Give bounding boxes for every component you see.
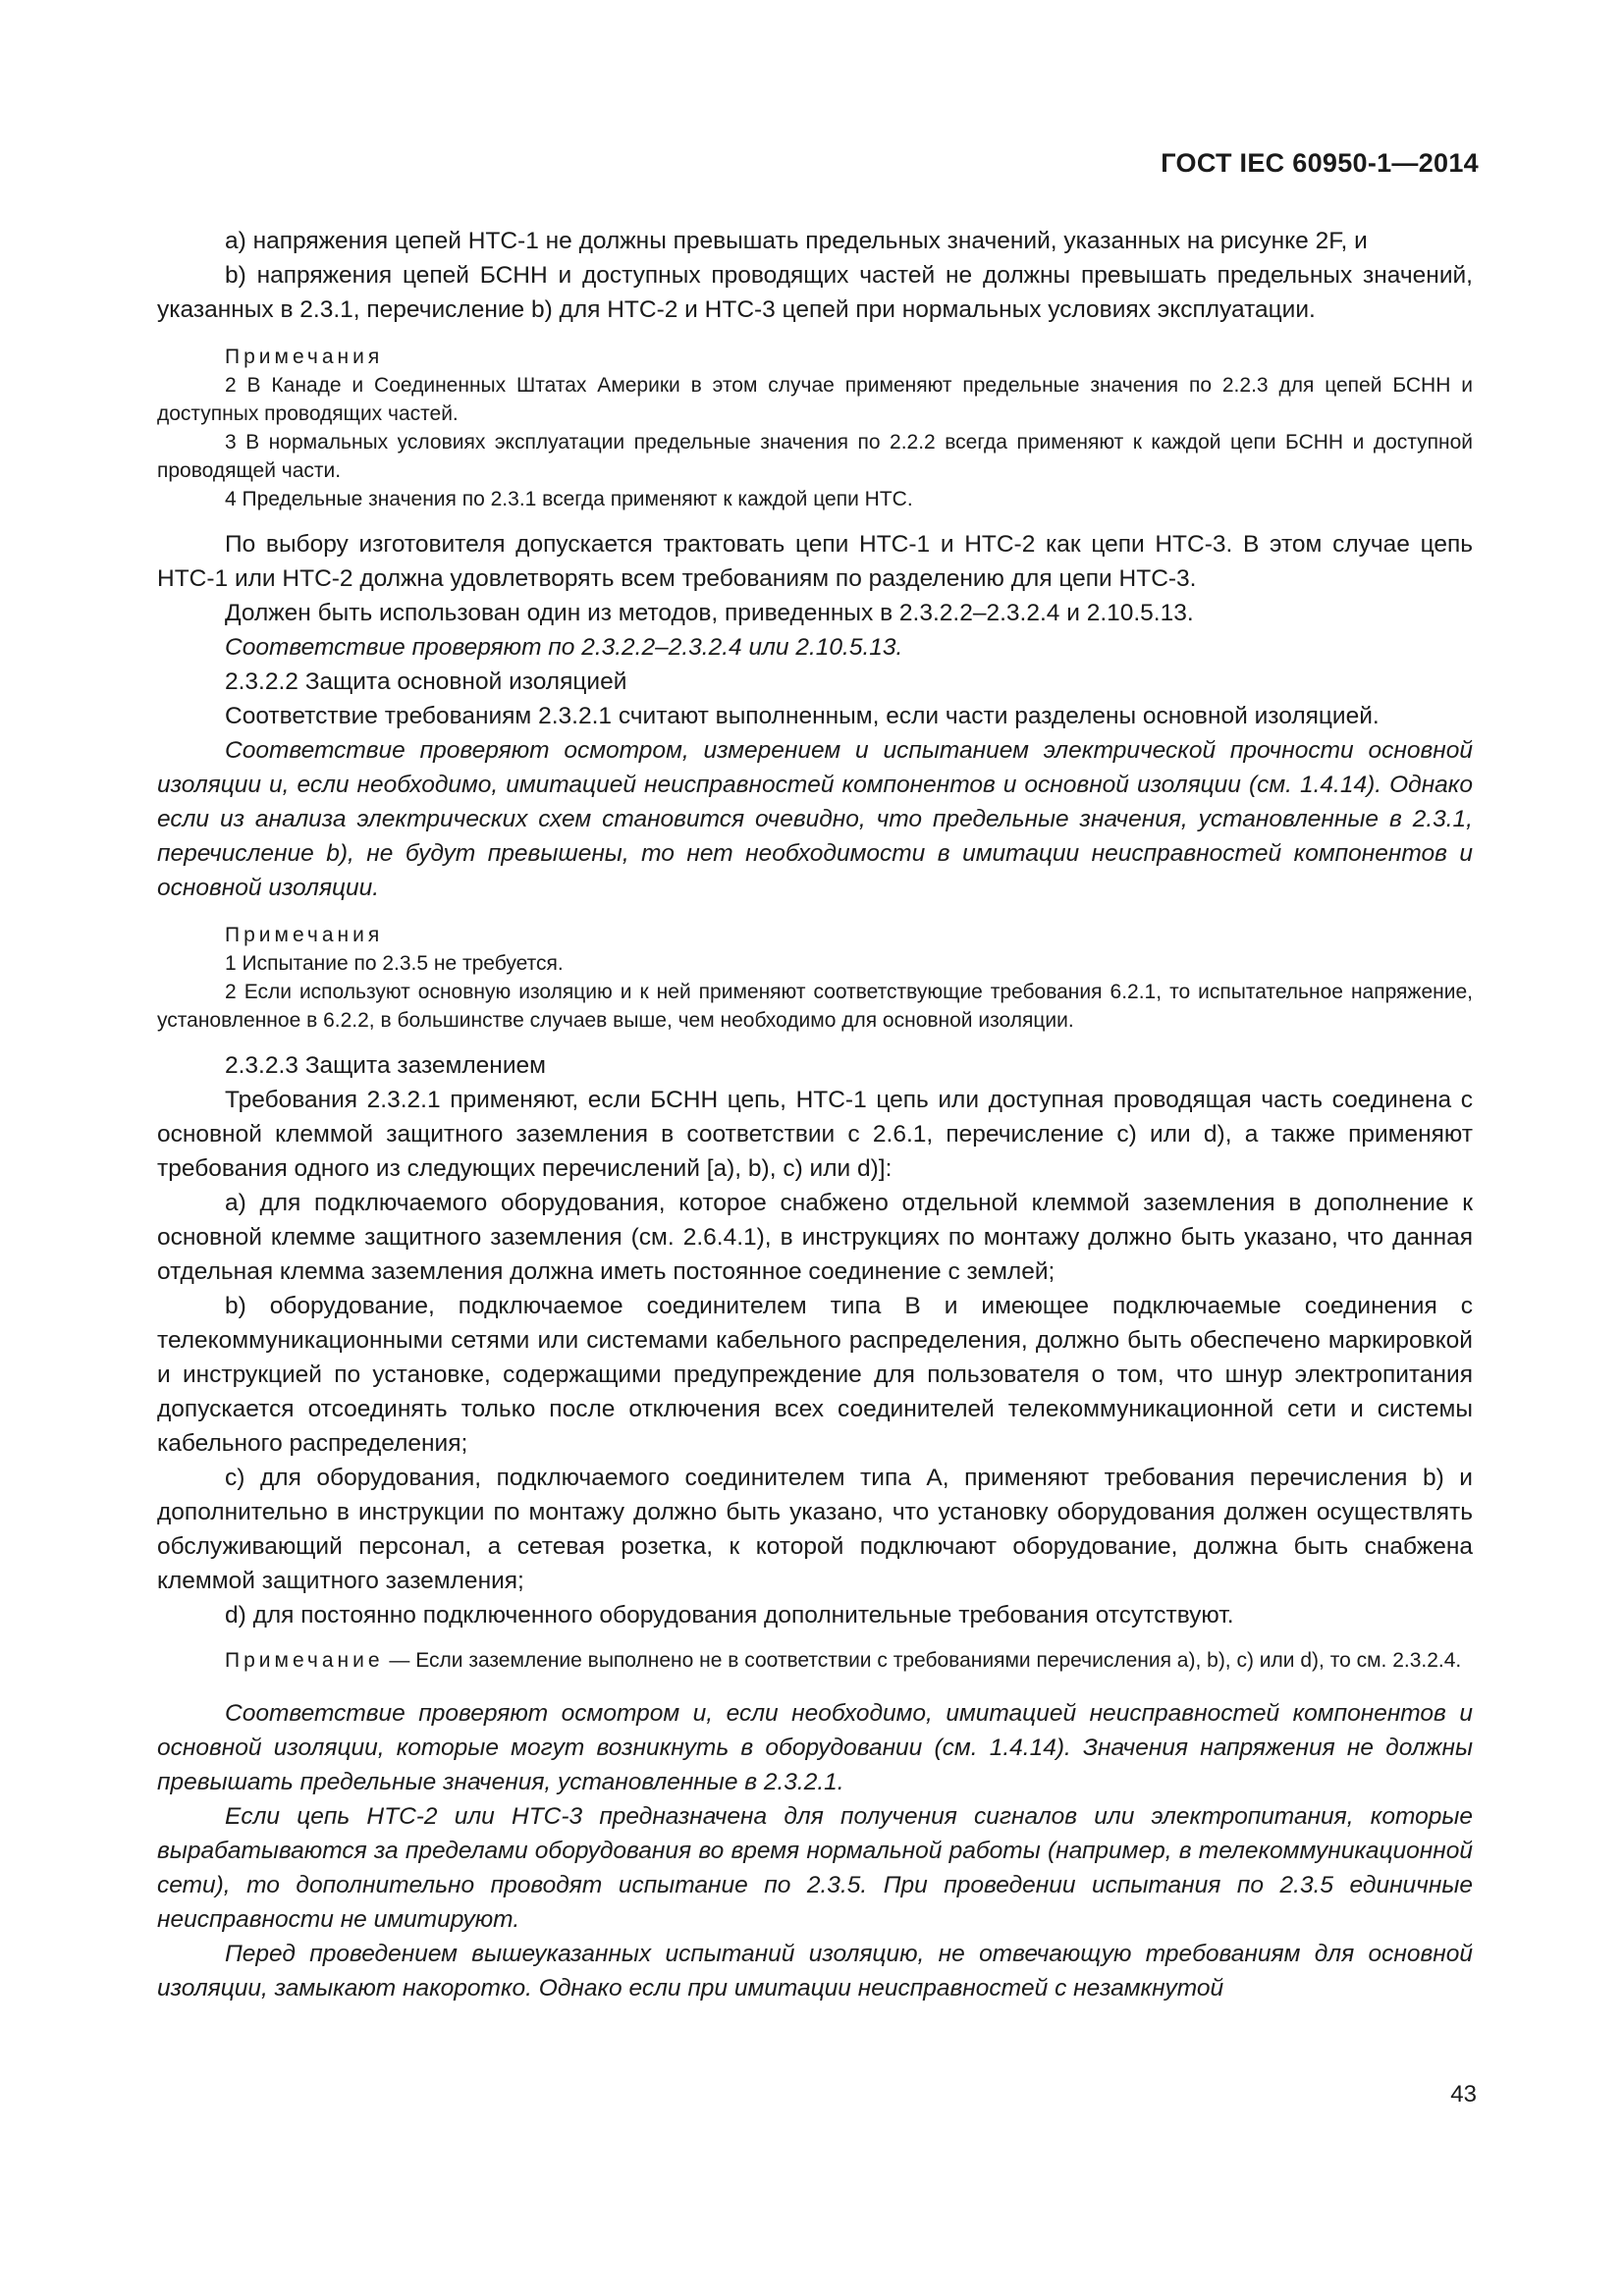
note [157,1646,1473,1675]
paragraph: Должен быть использован один из методов, приведенных в 2.3.2.2–2.3.2.4 и 2.10.5.13. [225,600,1194,626]
paragraph: Соответствие требованиям 2.3.2.1 считают выполненным, если части разделены основной изоляцией. [225,703,1380,729]
list-item-c: с) для оборудования, подключаемого соединителем типа А, применяют требования перечисления b) и дополнительно в инструкции по монтажу должно быть указано, что установку оборудования должен осуществлять обслуживающий персонал, а сетевая розетка, к которой подключают оборудование, должна быть снабжена клеммой защитного заземления; [157,1465,1473,1594]
compliance-paragraph: Соответствие проверяют по 2.3.2.2–2.3.2.4 или 2.10.5.13. [225,634,903,661]
standard-header: ГОСТ IEC 60950-1—2014 [1161,148,1479,178]
notes-heading: Примечания [225,924,384,946]
list-item-a: а) для подключаемого оборудования, которое снабжено отдельной клеммой заземления в дополнение к основной клемме защитного заземления (см. 2.6.4.1), в инструкциях по монтажу должно быть указано, что данная отдельная клемма заземления должна иметь постоянное соединение с землей; [157,1190,1473,1285]
note: 4 Предельные значения по 2.3.1 всегда применяют к каждой цепи НТС. [225,488,913,510]
paragraph: а) напряжения цепей НТС-1 не должны превышать предельных значений, указанных на рисунке 2F, и [225,228,1368,254]
note-label: Примечание [225,1649,384,1672]
section-heading-2322: 2.3.2.2 Защита основной изоляцией [225,668,627,695]
note-text: — Если заземление выполнено не в соответствии с требованиями перечисления a), b), c) или d), то см. 2.3.2.4. [383,1649,1462,1672]
list-item-d: d) для постоянно подключенного оборудования дополнительные требования отсутствуют. [225,1602,1234,1629]
list-item-b: b) оборудование, подключаемое соединителем типа В и имеющее подключаемые соединения с телекоммуникационными сетями или системами кабельного распределения, должно быть обеспечено маркировкой и инструкцией по установке, содержащими предупреждение для пользователя о том, что шнур электропитания допускается отсоединять только после отключения всех соединителей телекоммуникационной сети и системы кабельного распределения; [157,1293,1473,1457]
paragraph: Требования 2.3.2.1 применяют, если БСНН цепь, НТС-1 цепь или доступная проводящая часть соединена с основной клеммой защитного заземления в соответствии с 2.6.1, перечисление с) или d), а также применяют требования одного из следующих перечислений [a), b), c) или d)]: [157,1087,1473,1182]
compliance-paragraph: Соответствие проверяют осмотром, измерением и испытанием электрической прочности основной изоляции и, если необходимо, имитацией неисправностей компонентов и основной изоляции (см. 1.4.14). Однако если из анализа электрических схем становится очевидно, что предельные значения, установленные в 2.3.1, перечисление b), не будут превышены, то нет необходимости в имитации неисправностей компонентов и основной изоляции. [157,737,1473,901]
note: 2 В Канаде и Соединенных Штатах Америки в этом случае применяют предельные значения по 2.2.3 для цепей БСНН и доступных проводящих частей. [157,374,1473,425]
paragraph: b) напряжения цепей БСНН и доступных проводящих частей не должны превышать предельных значений, указанных в 2.3.1, перечисление b) для НТС-2 и НТС-3 цепей при нормальных условиях эксплуатации. [157,262,1473,323]
note: 3 В нормальных условиях эксплуатации предельные значения по 2.2.2 всегда применяют к каждой цепи БСНН и доступной проводящей части. [157,431,1473,482]
section-heading-2323: 2.3.2.3 Защита заземлением [225,1052,546,1079]
page-number: 43 [1450,2081,1477,2108]
notes-heading: Примечания [225,346,384,368]
paragraph: По выбору изготовителя допускается трактовать цепи НТС-1 и НТС-2 как цепи НТС-3. В этом случае цепь НТС-1 или НТС-2 должна удовлетворять всем требованиям по разделению для цепи НТС-3. [157,531,1473,592]
compliance-paragraph: Если цепь НТС-2 или НТС-3 предназначена для получения сигналов или электропитания, которые вырабатываются за пределами оборудования во время нормальной работы (например, в телекоммуникационной сети), то дополнительно проводят испытание по 2.3.5. При проведении испытания по 2.3.5 единичные неисправности не имитируют. [157,1803,1473,1933]
page-content [157,224,1473,2005]
compliance-paragraph: Перед проведением вышеуказанных испытаний изоляцию, не отвечающую требованиям для основной изоляции, замыкают накоротко. Однако если при имитации неисправностей с незамкнутой [157,1941,1473,2002]
note: 1 Испытание по 2.3.5 не требуется. [225,952,564,975]
compliance-paragraph: Соответствие проверяют осмотром и, если необходимо, имитацией неисправностей компонентов и основной изоляции, которые могут возникнуть в оборудовании (см. 1.4.14). Значения напряжения не должны превышать предельные значения, установленные в 2.3.2.1. [157,1700,1473,1795]
note: 2 Если используют основную изоляцию и к ней применяют соответствующие требования 6.2.1, то испытательное напряжение, установленное в 6.2.2, в большинстве случаев выше, чем необходимо для основной изоляции. [157,981,1473,1032]
